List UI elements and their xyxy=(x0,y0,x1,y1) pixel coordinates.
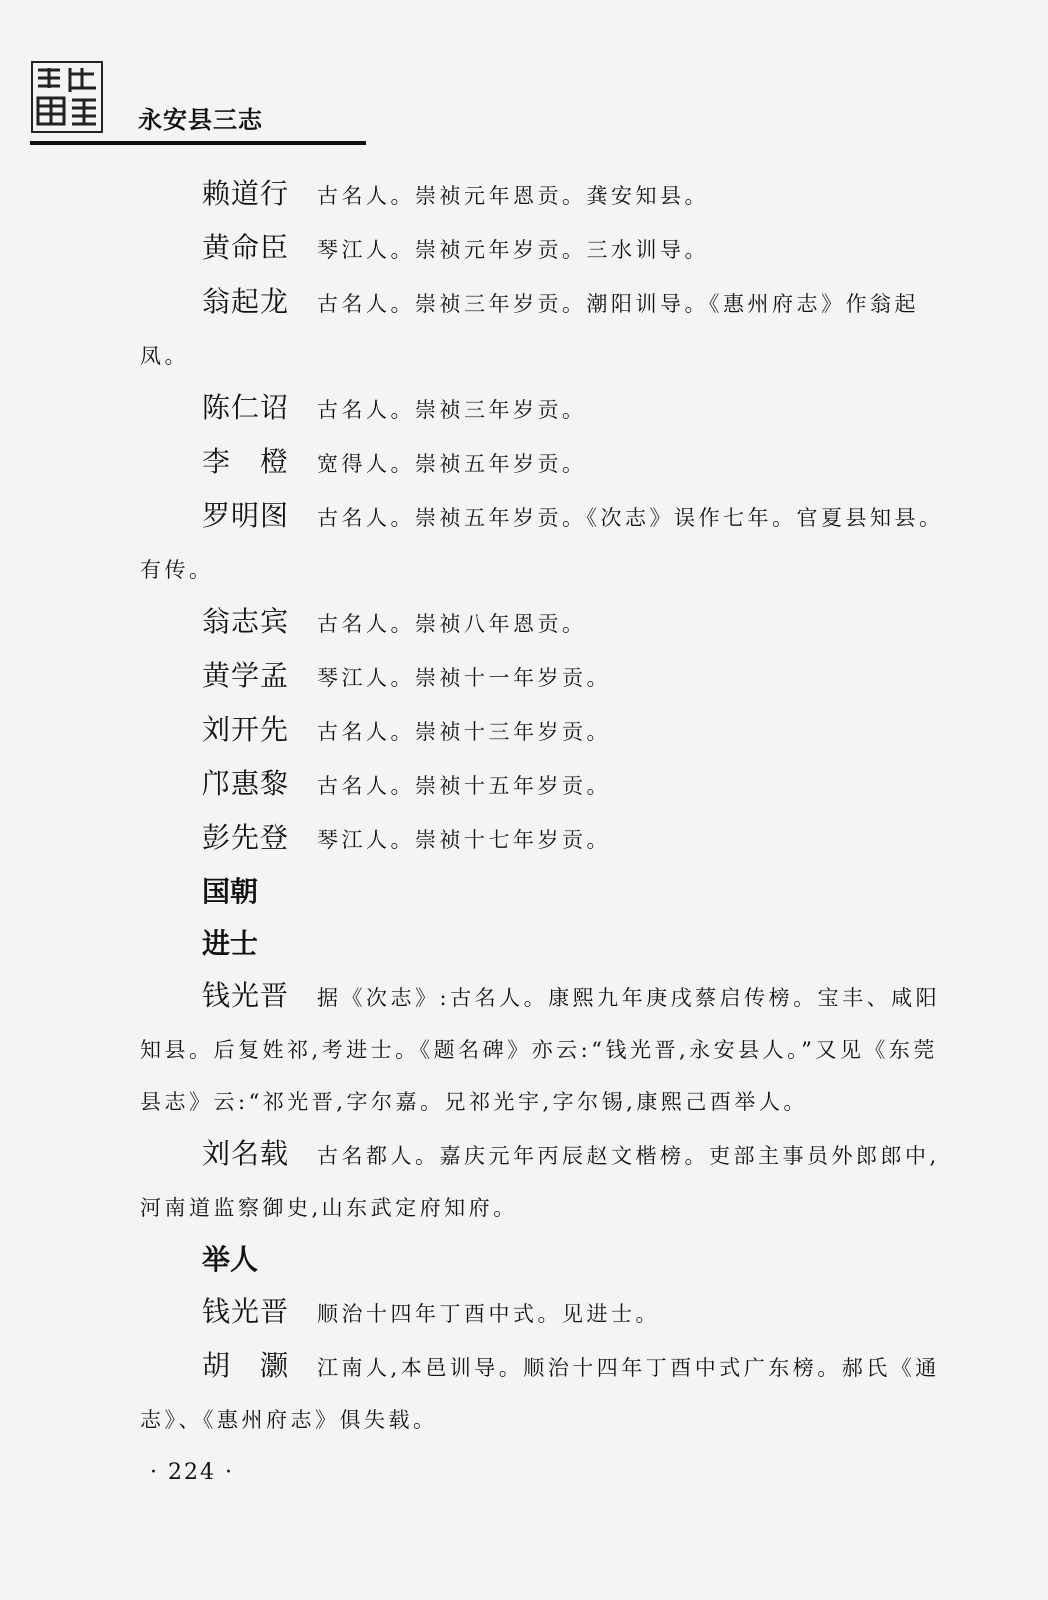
entry-text: 顺治十四年丁酉中式。见进士。 xyxy=(317,1302,661,1326)
entry-name: 钱光晋 xyxy=(202,979,290,1012)
entry-name: 赖道行 xyxy=(202,177,290,210)
entry-name: 翁起龙 xyxy=(202,285,290,318)
section-heading-jinshi: 进士 xyxy=(202,927,259,960)
entry-name: 李 橙 xyxy=(202,445,290,478)
entry-text: 古名人。崇祯三年岁贡。 xyxy=(317,398,587,422)
entry-text: 古名人。崇祯十五年岁贡。 xyxy=(317,774,612,798)
entry-name: 钱光晋 xyxy=(202,1295,290,1328)
header-rule xyxy=(30,141,366,145)
running-header-title: 永安县三志 xyxy=(138,106,263,134)
entry-name: 陈仁诏 xyxy=(202,391,290,424)
entry-name: 彭先登 xyxy=(202,821,290,854)
entry-name: 胡 灏 xyxy=(202,1349,290,1382)
list-item xyxy=(140,1286,960,1340)
entry-text: 江南人,本邑训导。顺治十四年丁酉中式广东榜。郝氏《通志》、《惠州府志》俱失载。 xyxy=(140,1356,940,1432)
entry-text: 琴江人。崇祯十七年岁贡。 xyxy=(317,828,612,852)
entry-text: 古名人。崇祯十三年岁贡。 xyxy=(317,720,612,744)
list-item xyxy=(140,812,960,866)
list-item xyxy=(140,1340,960,1446)
section-heading-juren: 举人 xyxy=(202,1243,259,1276)
entry-name: 翁志宾 xyxy=(202,605,290,638)
entry-text: 古名都人。嘉庆元年丙辰赵文楷榜。吏部主事员外郎郎中,河南道监察御史,山东武定府知府。 xyxy=(140,1144,940,1220)
entry-name: 刘开先 xyxy=(202,713,290,746)
list-item xyxy=(140,758,960,812)
list-item xyxy=(140,596,960,650)
section-heading-dynasty: 国朝 xyxy=(202,875,259,908)
seal-stamp-icon xyxy=(30,60,104,134)
list-item xyxy=(140,1128,960,1234)
entry-text: 古名人。崇祯八年恩贡。 xyxy=(317,612,587,636)
entry-name: 刘名载 xyxy=(202,1137,290,1170)
entry-text: 琴江人。崇祯十一年岁贡。 xyxy=(317,666,612,690)
entry-name: 黄学孟 xyxy=(202,659,290,692)
entry-text: 据《次志》:古名人。康熙九年庚戌蔡启传榜。宝丰、咸阳知县。后复姓祁,考进士。《题名碑》亦云:“钱光晋,永安县人。”又见《东莞县志》云:“祁光晋,字尔嘉。兄祁光宇,字尔锡,康熙己酉举人。 xyxy=(140,986,941,1114)
entry-text: 古名人。崇祯元年恩贡。龚安知县。 xyxy=(317,184,710,208)
list-item xyxy=(140,222,960,276)
page-number: · 224 · xyxy=(150,1460,234,1485)
list-item xyxy=(140,382,960,436)
entry-name: 邝惠黎 xyxy=(202,767,290,800)
main-content xyxy=(140,168,960,1446)
entry-text: 琴江人。崇祯元年岁贡。三水训导。 xyxy=(317,238,710,262)
entry-name: 黄命臣 xyxy=(202,231,290,264)
list-item xyxy=(140,490,960,596)
entry-text: 宽得人。崇祯五年岁贡。 xyxy=(317,452,587,476)
entry-text: 古名人。崇祯五年岁贡。《次志》误作七年。官夏县知县。有传。 xyxy=(140,506,944,582)
list-item xyxy=(140,650,960,704)
entry-name: 罗明图 xyxy=(202,499,290,532)
entry-text: 古名人。崇祯三年岁贡。潮阳训导。《惠州府志》作翁起凤。 xyxy=(140,292,920,368)
list-item xyxy=(140,168,960,222)
list-item xyxy=(140,970,960,1128)
list-item xyxy=(140,436,960,490)
list-item xyxy=(140,276,960,382)
list-item xyxy=(140,704,960,758)
